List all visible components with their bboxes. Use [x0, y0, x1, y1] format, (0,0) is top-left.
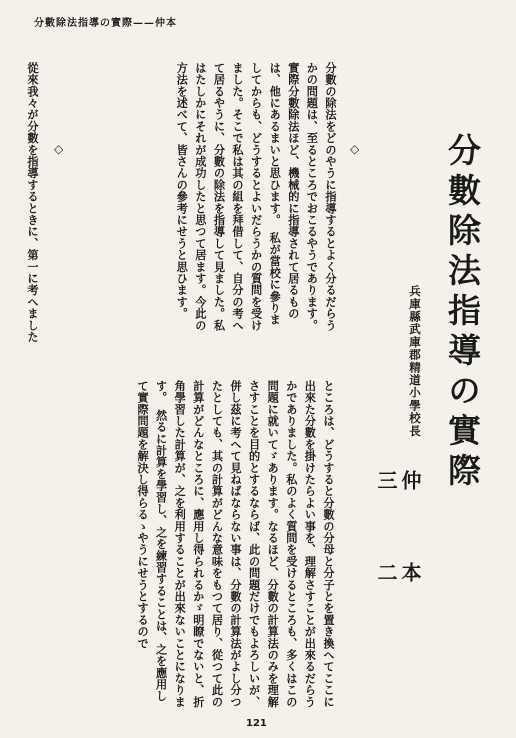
section-marker-2: ◇ — [54, 142, 64, 156]
page-number: 121 — [246, 718, 267, 729]
author-affiliation: 兵庫縣武庫郡精道小學校長 — [408, 285, 422, 438]
running-head: 分數除法指導の實際——仲本 — [34, 18, 177, 29]
intro-paragraphs: 分數の除法をどのやうに指導するとよく分るだらうかの問題は、至るところでおこるやうであります。實際分數除法ほど、機械的に指導されて居るものは、他にあるまいと思ひます。 私が當校に參りましてからも、どうするとよいだらうかの質問を受けました。そこで私は其の組を拜借して、自分の考へて居るやうに、分數の除法を指導して見ました。私はたしかにそれが成功したと思つて居ます。今此の方法を述べて、皆さんの參考にせうと思ひます。 — [175, 62, 338, 332]
body-column-top — [24, 62, 340, 337]
author-name: 仲 本 三 二 — [374, 470, 422, 654]
section-marker-1: ◇ — [350, 142, 360, 156]
body-column-bottom: ところは、どうすると分數の分母と分子とを置き換へてここに出來た分數を掛けたらよい事を、理解さすことが出來るだらうかでありました。私のよく質問を受けるところも、多くはこの問題に就いてゞあります。なるほど、分數の計算法のみを理解さすことを目的とするならば、此の問題だけでもよろしいが、併し茲に考へて見ねばならない事は、分數の計算法がよし分つたとしても、其の計算がどんな意味をもつて居り、從つて此の計算がどんなところに、應用し得られるかゞ明瞭でないと、折角學習した計算が、之を利用することが出來ないことになります。 然るに計算を學習し、之を練習することは、之を應用して實際問題を解決し得らるゝやうにせうとするので — [136, 380, 336, 708]
article-title: 分數除法指導の實際 — [443, 133, 482, 493]
section-opening-line: 從來我々が分數を指導するときに、第一に考へました — [26, 62, 40, 343]
